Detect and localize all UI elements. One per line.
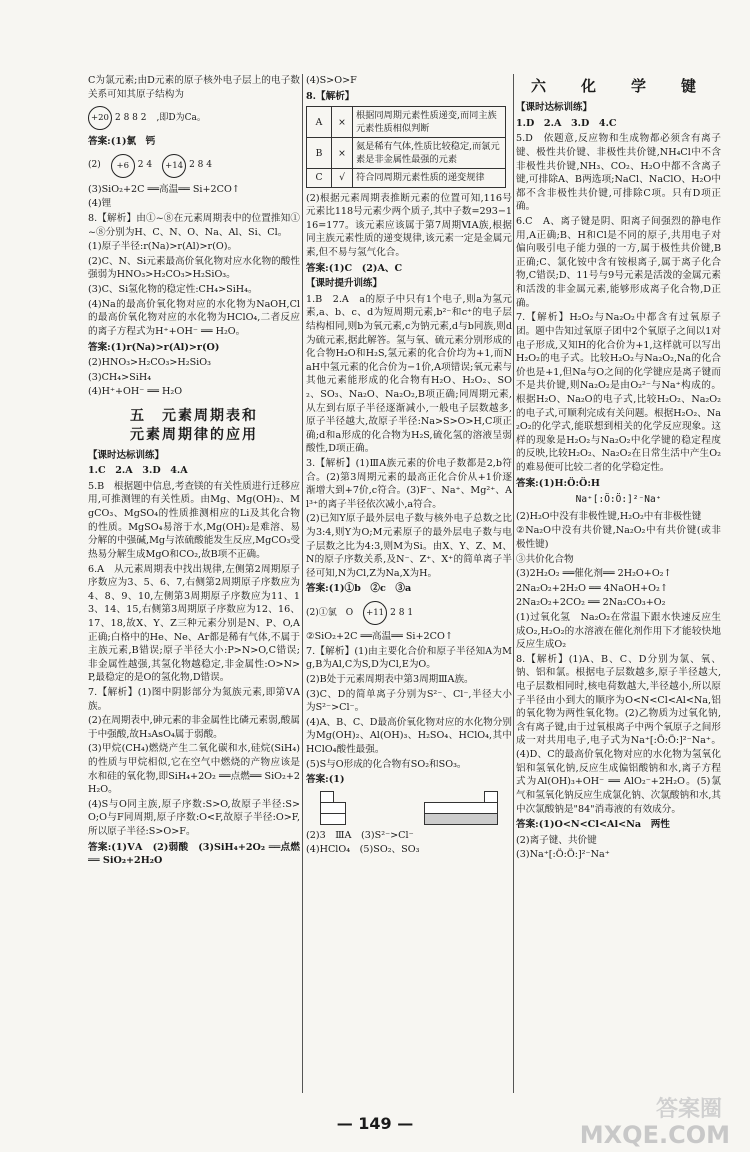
column-right xyxy=(516,74,721,1099)
table-row xyxy=(307,138,506,169)
table-cell: 根据同周期元素性质递变,而同主族元素性质相似判断 xyxy=(353,107,506,138)
paragraph: (4)S与O同主族,原子序数:S>O,故原子半径:S>O;O与F同周期,原子序数:O<F,故原子半径:O>F,所以原子半径:S>O>F。 xyxy=(88,798,300,838)
subsection-heading: 【课时提升训练】 xyxy=(306,278,383,290)
column-middle xyxy=(306,74,512,1099)
paragraph: (2)根据元素周期表推断元素的位置可知,116号元素比118号元素少两个质子,其中子数=293−116=177。该元素应该属于第7周期ⅥA族,根据同主族元素性质的递变规律,该元素一定是金属元素,但不易与氢气化合。 xyxy=(306,192,512,258)
subsection-heading: 【课时达标训练】 xyxy=(88,449,165,461)
atom-shells: 2 8 4 xyxy=(189,160,212,171)
section-title-line: 元素周期律的应用 xyxy=(130,426,258,443)
paragraph: ,即D为Ca。 xyxy=(156,112,206,123)
column-divider xyxy=(302,74,303,1093)
answer-line: (4)HClO₄ (5)SO₂、SO₃ xyxy=(306,844,420,856)
paragraph: 7.【解析】H₂O₂与Na₂O₂中都含有过氧原子团。题中告知过氧原子团中2个氧原子之间以1对电子形成,又知H的化合价为+1,这样就可以写出H₂O₂的电子式。比较H₂O₂与Na₂O₂,Na的化合价也是+1,但Na与O之间的化学键应是离子键而不是共价键,则Na₂O₂是由O₂²⁻与Na⁺构成的。根据H₂O、Na₂O的电子式,比较H₂O₂、Na₂O₂的电子式,可顺利完成有关问题。根据H₂O₂、Na₂O₂的化学式,能联想到相关的化学反应现象。这样的现象是H₂O₂与Na₂O₂中化学键的稳定程度的反映,比较H₂O₂、Na₂O₂在日常生活中产生O₂的难易便可比较二者的化学稳定性。 xyxy=(516,312,721,474)
column-divider xyxy=(513,74,514,1093)
answer-line: 答案:(1)O<N<Cl<Al<Na 两性 xyxy=(516,819,670,831)
periodic-table-sketch xyxy=(320,791,496,825)
atom-nucleus: +20 xyxy=(88,106,112,130)
paragraph: 8.【解析】 xyxy=(306,90,355,102)
paragraph: 7.【解析】(1)由主要化合价和原子半径知A为Mg,B为Al,C为S,D为Cl,E为O。 xyxy=(306,645,512,671)
table-cell: 符合同周期元素性质的递变规律 xyxy=(353,169,506,187)
ca-atom-diagram xyxy=(88,106,147,130)
paragraph: (2)C、N、Si元素最高价氧化物对应水化物的酸性强弱为HNO₃>H₂CO₃>H₂SiO₃。 xyxy=(88,255,300,281)
paragraph: 5.D 依题意,反应物和生成物都必须含有离子键、极性共价键、非极性共价键,NH₄Cl中不含非极性共价键,NH₃、CO₂、H₂O中都不含离子键,可排除A、B两选项;NaCl、NaClO、H₂O中都不含非极性共价键,可排除C项。只有D项正确。 xyxy=(516,133,721,213)
paragraph: (3)甲烷(CH₄)燃烧产生二氧化碳和水,硅烷(SiH₄)的性质与甲烷相似,它在空气中燃烧的产物应该是水和硅的氧化物,即SiH₄+2O₂ ══点燃══ SiO₂+2H₂O。 xyxy=(88,743,300,796)
paragraph: 3.【解析】(1)ⅢA族元素的价电子数都是2,b符合。(2)第3周期元素的最高正化合价从+1价逐渐增大到+7价,c符合。(3)F⁻、Na⁺、Mg²⁺、Al³⁺的离子半径依次减小,a符合。 xyxy=(306,457,512,510)
column-left xyxy=(88,74,300,1099)
equation: (3)2H₂O₂ ══催化剂══ 2H₂O+O₂↑ xyxy=(516,568,672,580)
atom-nucleus: +6 xyxy=(111,154,135,178)
answer-line: (2)离子键、共价键 xyxy=(516,834,597,846)
paragraph: ③共价化合物 xyxy=(516,553,574,565)
item-label: (2)①氯 O xyxy=(306,607,354,618)
paragraph: 1.B 2.A a的原子中只有1个电子,则a为氢元素,a、b、c、d为短周期元素,b²⁻和c⁺的电子层结构相同,则b为氧元素,c为钠元素,d与b同族,则d为硫元素,据此解答。氢与氧、硫元素分别形成的化合物H₂O和H₂S,氢元素的化合价均为+1,而NaH中氢元素的化合价为−1价,A项错误;氧元素与其他元素能形成的化合物有H₂O、H₂O₂、SO₂、SO₃、Na₂O、Na₂O₂,B项正确;同周期元素,从左到右原子半径逐渐减小,一般电子层数越多,原子半径越大,故原子半径:Na>S>O>H,C项正确;d和a形成的化合物为H₂S,硫化氢的溶液呈弱酸性,D项正确。 xyxy=(306,293,512,455)
answer-line: 答案:(1)C (2)A、C xyxy=(306,262,403,274)
paragraph: C为氯元素;由D元素的原子核外电子层上的电子数关系可知其原子结构为 xyxy=(88,75,300,100)
atom-shells: 2 8 8 2 xyxy=(115,112,147,123)
paragraph: 8.【解析】由①~⑧在元素周期表中的位置推知①~⑧分别为H、C、N、O、Na、Al、Si、Cl。 xyxy=(88,213,300,238)
equation: 2Na₂O₂+2H₂O ══ 4NaOH+O₂↑ xyxy=(516,582,668,594)
table-cell: 氦是稀有气体,性质比较稳定,而氯元素是非金属性最强的元素 xyxy=(353,138,506,169)
paragraph: 8.【解析】(1)A、B、C、D分别为氯、氧、钠、铝和氯。根据电子层数越多,原子半径越大,电子层数相同时,核电荷数越大,半径越小,所以原子半径由小到大的顺序为O<N<Cl<Al<Na,铝的氧化物为两性氧化物。(2)乙物质为过氧化钠,含有离子键,由于过氧根离子中两个氧原子之间形成一对共用电子,电子式为Na⁺[:Ö:Ö:]²⁻Na⁺。(4)D、C的最高价氧化物对应的水化物为氢氧化铝和氢氧化钠,反应生成偏铝酸钠和水,离子方程式为Al(OH)₃+OH⁻ ══ AlO₂⁻+2H₂O。(5)氯气和氢氧化钠反应生成氯化钠、次氯酸钠和水,其中次氯酸钠是"84"消毒液的有效成分。 xyxy=(516,653,721,815)
answer-line: 答案:(1)H:Ö:Ö:H xyxy=(516,477,600,489)
table-cell: √ xyxy=(332,169,353,187)
na-atom-diagram xyxy=(363,601,413,625)
answer-line: 答案:(1)ⅤA (2)弱酸 (3)SiH₄+2O₂ ══点燃══ SiO₂+2H₂O xyxy=(88,841,300,867)
answer-line: (2)3 ⅢA (3)S²⁻>Cl⁻ xyxy=(306,829,414,841)
answer-line: 答案:(1)①b ②c ③a xyxy=(306,583,412,595)
page-number: — 149 — xyxy=(336,1114,414,1133)
si-atom-diagram xyxy=(162,154,212,178)
answer-line: 答案:(1)r(Na)>r(Al)>r(O) xyxy=(88,341,220,353)
subsection-heading: 【课时达标训练】 xyxy=(516,102,593,114)
table-cell: × xyxy=(332,138,353,169)
paragraph: (2)在周期表中,砷元素的非金属性比磷元素弱,酸属于中强酸,故H₃AsO₄属于弱酸。 xyxy=(88,715,300,740)
paragraph: 6.C A、离子键是阴、阳离子间强烈的静电作用,A正确;B、H和Cl是不同的原子,共用电子对偏向吸引电子能力强的一方,属于极性共价键,B正确;C、氯化铵中含有铵根离子,属于离子化合物,C错误;D、11号与9号元素是活泼的金属元素和活泼的非金属元素,能够形成离子化合物,D正确。 xyxy=(516,216,721,309)
electron-formula: Na⁺[:Ö:Ö:]²⁻Na⁺ xyxy=(575,494,662,506)
equation: 2Na₂O₂+2CO₂ ══ 2Na₂CO₃+O₂ xyxy=(516,597,666,609)
answer-line: 1.C 2.A 3.D 4.A xyxy=(88,465,188,477)
paragraph: (4)Na的最高价氧化物对应的水化物为NaOH,Cl的最高价氧化物对应的水化物为HClO₄,二者反应的离子方程式为H⁺+OH⁻ ══ H₂O。 xyxy=(88,298,300,337)
paragraph: ②Na₂O中没有共价键,Na₂O₂中有共价键(或非极性键) xyxy=(516,525,721,550)
paragraph: (5)S与O形成的化合物有SO₂和SO₃。 xyxy=(306,758,467,770)
atom-nucleus: +14 xyxy=(162,154,186,178)
equation: ②SiO₂+2C ══高温══ Si+2CO↑ xyxy=(306,631,453,643)
answer-line: 答案:(1) xyxy=(306,774,345,786)
paragraph: 6.A 从元素周期表中找出规律,左侧第2周期原子序数应为3、5、6、7,右侧第2周期原子序数应为4、8、9、10,左侧第3周期原子序数应为11、13、14、15,右侧第3周期原子序数应为12、16、17、18,故X、Y、Z三种元素分别是N、P、O,A正确;白格中的He、Ne、Ar都是稀有气体,不属于主族元素,B错误;原子半径大小:P>N>O,C错误;非金属性越强,其氢化物越稳定,非金属性:O>N>P,最稳定的是O的氢化物,D错误。 xyxy=(88,563,300,684)
table-cell: × xyxy=(332,107,353,138)
paragraph: (3)C、D的简单离子分别为S²⁻、Cl⁻,半径大小为S²⁻>Cl⁻。 xyxy=(306,688,512,714)
paragraph: (3)C、Si氢化物的稳定性:CH₄>SiH₄。 xyxy=(88,284,258,296)
grid-cell-shaded xyxy=(424,813,498,825)
grid-cell xyxy=(320,813,346,825)
section-title xyxy=(88,407,300,445)
paragraph: 5.B 根据题中信息,考查镁的有关性质进行迁移应用,可推测锂的有关性质。由Mg、Mg(OH)₂、MgCO₃、MgSO₄的性质推测相应的Li及其化合物的性质。MgSO₄易溶于水,Mg(OH)₂是难溶、易分解的中强碱,Mg与浓硫酸能发生反应,MgCO₃受热易分解生成MgO和CO₂,故B项不正确。 xyxy=(88,480,300,560)
atom-structure-row xyxy=(88,103,300,133)
paragraph: (4)S>O>F xyxy=(306,75,357,86)
table-row xyxy=(307,107,506,138)
answer-line: (3)CH₄>SiH₄ xyxy=(88,371,152,383)
answer-line: (3)Na⁺[:Ö:Ö:]²⁻Na⁺ xyxy=(516,849,610,861)
answer-line: (4)H⁺+OH⁻ ══ H₂O xyxy=(88,386,183,398)
section-title-line: 五 元素周期表和 xyxy=(130,407,258,424)
watermark-text: MXQE.COM xyxy=(579,1121,730,1149)
answer-line: (2)HNO₃>H₂CO₃>H₂SiO₃ xyxy=(88,357,211,369)
paragraph: (1)过氧化氢 Na₂O₂在常温下跟水快速反应生成O₂,H₂O₂的水溶液在催化剂作用下才能较快地反应生成O₂ xyxy=(516,611,721,651)
paragraph: 7.【解析】(1)图中阴影部分为氮族元素,即第ⅤA族。 xyxy=(88,686,300,712)
table-cell: A xyxy=(307,107,332,138)
paragraph: (2)B处于元素周期表中第3周期ⅢA族。 xyxy=(306,673,474,685)
item-label: (2) xyxy=(88,160,101,171)
atom-nucleus: +11 xyxy=(363,601,387,625)
atom-structure-row xyxy=(306,598,512,628)
atom-shells: 2 8 1 xyxy=(390,607,414,618)
section-title: 六 化 学 键 xyxy=(530,77,706,95)
paragraph: (1)原子半径:r(Na)>r(Al)>r(O)。 xyxy=(88,241,238,253)
c-atom-diagram xyxy=(111,154,152,178)
watermark-logo: 答案圈 xyxy=(655,1097,722,1122)
table-cell: C xyxy=(307,169,332,187)
table-cell: B xyxy=(307,138,332,169)
atom-shells: 2 4 xyxy=(137,160,153,171)
equation: (3)SiO₂+2C ══高温══ Si+2CO↑ xyxy=(88,183,240,195)
paragraph: (4)A、B、C、D最高价氧化物对应的水化物分别为Mg(OH)₂、Al(OH)₃、H₂SO₄、HClO₄,其中HClO₄酸性最强。 xyxy=(306,716,512,755)
atom-structure-row xyxy=(88,151,300,181)
table-row xyxy=(307,169,506,187)
judgement-table xyxy=(306,106,506,187)
paragraph: (2)已知Y原子最外层电子数与核外电子总数之比为3:4,则Y为O;M元素原子的最外层电子数与电子层数之比为4:3,则M为Si。由X、Y、Z、M、N的原子序数关系,及N⁻、Z⁺、X⁺的简单离子半径可知,N为Cl,Z为Na,X为H。 xyxy=(306,513,512,579)
paragraph: (4)锂 xyxy=(88,198,112,210)
paragraph: (2)H₂O中没有非极性键,H₂O₂中有非极性键 xyxy=(516,510,702,522)
answer-line: 答案:(1)氯 钙 xyxy=(88,136,156,148)
answer-line: 1.D 2.A 3.D 4.C xyxy=(516,117,617,129)
